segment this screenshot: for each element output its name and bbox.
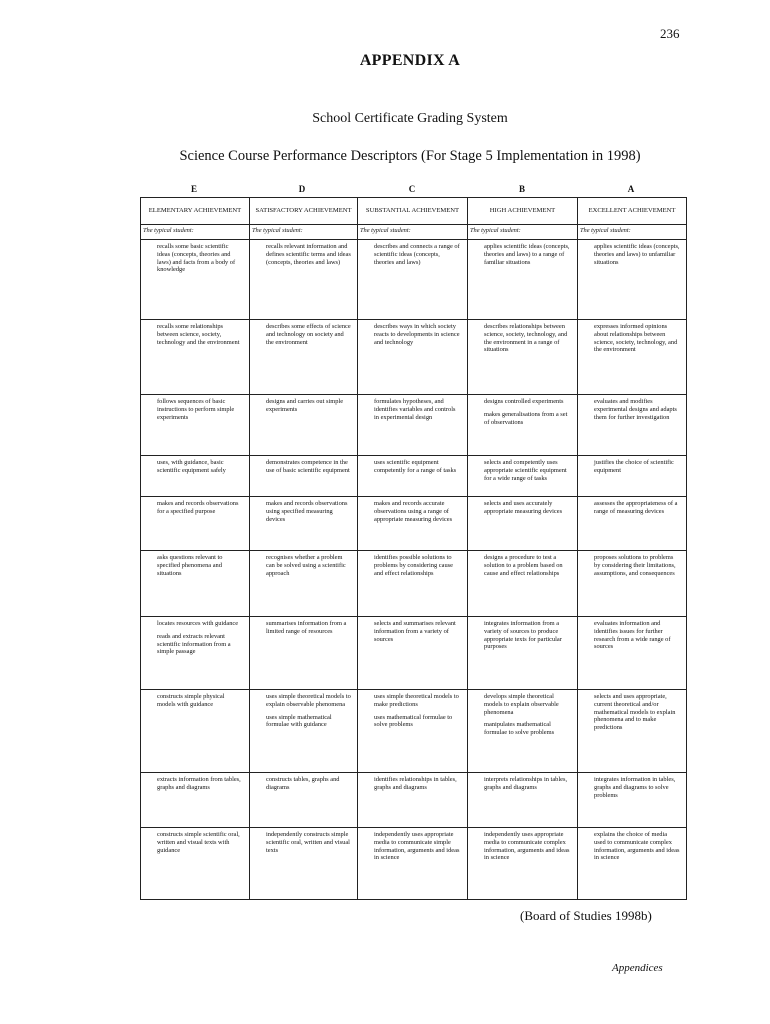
table-row — [141, 828, 687, 900]
table-cell — [358, 828, 468, 900]
table-row — [141, 551, 687, 617]
header-excellent: EXCELLENT ACHIEVEMENT — [578, 198, 687, 225]
typical-student-label: The typical student: — [358, 225, 468, 240]
performance-descriptors-table — [140, 197, 687, 900]
descriptor-text: applies scientific ideas (concepts, theories and laws) to a range of familiar situations — [484, 243, 570, 266]
table-cell — [141, 690, 250, 773]
table-cell — [578, 320, 687, 395]
table-row — [141, 240, 687, 320]
header-substantial: SUBSTANTIAL ACHIEVEMENT — [358, 198, 468, 225]
table-cell — [358, 690, 468, 773]
descriptor-text: evaluates and modifies experimental designs and adapts them for further investigation — [594, 398, 677, 421]
descriptor-rows — [141, 240, 687, 900]
descriptor-text: proposes solutions to problems by considering their limitations, assumptions, and consequences — [594, 554, 676, 577]
table-cell — [358, 773, 468, 828]
descriptor-text: extracts information from tables, graphs and diagrams — [157, 776, 241, 791]
descriptor-text: independently uses appropriate media to communicate simple information, arguments and ideas in science — [374, 831, 460, 862]
descriptor-text: recalls relevant information and defines scientific terms and ideas (concepts, theories and laws) — [266, 243, 351, 266]
table-cell — [250, 773, 358, 828]
descriptor-text: uses simple theoretical models to explain observable phenomena — [266, 693, 351, 708]
table-cell — [141, 773, 250, 828]
descriptor-text: integrates information from a variety of sources to produce appropriate texts for particular purposes — [484, 620, 562, 651]
descriptor-text: reads and extracts relevant scientific information from a simple passage — [157, 632, 231, 656]
table-cell — [141, 395, 250, 456]
table-cell — [250, 551, 358, 617]
descriptor-text: recalls some basic scientific ideas (concepts, theories and laws) and facts from a body of knowledge — [157, 243, 236, 274]
descriptor-text: assesses the appropriateness of a range of measuring devices — [594, 500, 678, 515]
descriptor-text: identifies possible solutions to problems by considering cause and effect relationships — [374, 554, 453, 577]
descriptor-text: uses simple mathematical formulae with guidance — [266, 713, 332, 729]
descriptor-text: constructs tables, graphs and diagrams — [266, 776, 340, 791]
descriptor-text: constructs simple scientific oral, written and visual texts with guidance — [157, 831, 240, 854]
grade-letter-row — [140, 184, 686, 196]
table-cell — [468, 240, 578, 320]
table-row — [141, 497, 687, 551]
table-row — [141, 617, 687, 690]
table-cell — [358, 240, 468, 320]
descriptor-text: evaluates information and identifies issues for further research from a wide range of sources — [594, 620, 671, 651]
typical-student-label: The typical student: — [468, 225, 578, 240]
descriptor-text: selects and summarises relevant information from a variety of sources — [374, 620, 456, 643]
descriptor-text: recognises whether a problem can be solved using a scientific approach — [266, 554, 346, 577]
table-row — [141, 320, 687, 395]
table-cell — [250, 395, 358, 456]
table-cell — [468, 395, 578, 456]
descriptor-text: selects and uses appropriate, current theoretical and/or mathematical models to explain phenomena and to make predictions — [594, 693, 676, 732]
descriptor-text: asks questions relevant to specified phenomena and situations — [157, 554, 223, 577]
header-high: HIGH ACHIEVEMENT — [468, 198, 578, 225]
descriptor-text: uses scientific equipment competently for a range of tasks — [374, 459, 457, 474]
table-cell — [578, 551, 687, 617]
page-footer: Appendices — [612, 962, 663, 974]
descriptor-text: describes some effects of science and technology on society and the environment — [266, 323, 351, 346]
table-heading: Science Course Performance Descriptors (For Stage 5 Implementation in 1998) — [179, 148, 641, 164]
descriptor-text: uses simple theoretical models to make predictions — [374, 693, 459, 708]
table-cell — [250, 828, 358, 900]
descriptor-text: formulates hypotheses, and identifies variables and controls in experimental design — [374, 398, 456, 421]
table-cell — [578, 773, 687, 828]
table-cell — [468, 828, 578, 900]
typical-student-label: The typical student: — [250, 225, 358, 240]
descriptor-text: makes and records accurate observations using a range of appropriate measuring devices — [374, 500, 453, 523]
table-cell — [578, 395, 687, 456]
descriptor-text: makes and records observations for a specified purpose — [157, 500, 239, 515]
descriptor-text: makes and records observations using specified measuring devices — [266, 500, 348, 523]
table-cell — [141, 828, 250, 900]
table-cell — [358, 497, 468, 551]
typical-student-label: The typical student: — [141, 225, 250, 240]
table-cell — [468, 320, 578, 395]
table-cell — [578, 456, 687, 497]
table-cell — [250, 320, 358, 395]
grade-letter-a: A — [627, 184, 635, 194]
table-cell — [141, 497, 250, 551]
table-cell — [250, 240, 358, 320]
descriptor-text: expresses informed opinions about relationships between science, society, technology, and the environment — [594, 323, 678, 354]
descriptor-text: recalls some relationships between science, society, technology and the environment — [157, 323, 240, 346]
table-cell — [141, 320, 250, 395]
header-satisfactory: SATISFACTORY ACHIEVEMENT — [250, 198, 358, 225]
descriptor-text: summarises information from a limited range of resources — [266, 620, 347, 635]
grade-letter-b: B — [518, 184, 526, 194]
descriptor-text: designs a procedure to test a solution to a problem based on cause and effect relationships — [484, 554, 563, 577]
descriptor-text: justifies the choice of scientific equipment — [594, 459, 674, 474]
descriptor-text: locates resources with guidance — [157, 620, 239, 627]
appendix-title: APPENDIX A — [359, 52, 461, 69]
typical-student-row — [141, 225, 687, 240]
table-cell — [578, 617, 687, 690]
table-cell — [141, 240, 250, 320]
table-cell — [578, 828, 687, 900]
table-cell — [250, 497, 358, 551]
table-cell — [578, 690, 687, 773]
descriptor-text: explains the choice of media used to communicate complex information, arguments and ideas in science — [594, 831, 680, 862]
table-cell — [250, 690, 358, 773]
table-cell — [358, 551, 468, 617]
descriptor-text: demonstrates competence in the use of basic scientific equipment — [266, 459, 350, 474]
table-row — [141, 690, 687, 773]
table-cell — [468, 617, 578, 690]
table-cell — [358, 617, 468, 690]
descriptor-text: makes generalisations from a set of observations — [484, 410, 568, 426]
table-cell — [578, 497, 687, 551]
table-cell — [468, 690, 578, 773]
descriptor-text: follows sequences of basic instructions to perform simple experiments — [157, 398, 235, 421]
grade-letter-c: C — [408, 184, 416, 194]
descriptor-text: describes ways in which society reacts to developments in science and technology — [374, 323, 460, 346]
descriptor-text: describes and connects a range of scientific ideas (concepts, theories and laws) — [374, 243, 460, 266]
descriptor-text: identifies relationships in tables, graphs and diagrams — [374, 776, 457, 791]
descriptor-text: independently uses appropriate media to communicate complex information, arguments and ideas in science — [484, 831, 570, 862]
table-cell — [250, 617, 358, 690]
grade-letter-d: D — [298, 184, 306, 194]
table-cell — [358, 395, 468, 456]
descriptor-text: applies scientific ideas (concepts, theories and laws) to unfamiliar situations — [594, 243, 680, 266]
descriptor-text: interprets relationships in tables, graphs and diagrams — [484, 776, 568, 791]
table-cell — [141, 617, 250, 690]
descriptor-text: manipulates mathematical formulae to solve problems — [484, 721, 555, 737]
source-citation: (Board of Studies 1998b) — [520, 908, 652, 923]
descriptor-text: designs controlled experiments — [484, 398, 564, 405]
table-cell — [578, 240, 687, 320]
header-elementary: ELEMENTARY ACHIEVEMENT — [141, 198, 250, 225]
page-number: 236 — [660, 26, 680, 41]
table-row — [141, 395, 687, 456]
table-cell — [468, 773, 578, 828]
descriptor-text: independently constructs simple scientific oral, written and visual texts — [266, 831, 350, 854]
descriptor-text: integrates information in tables, graphs and diagrams to solve problems — [594, 776, 676, 799]
typical-student-label: The typical student: — [578, 225, 687, 240]
table-cell — [468, 497, 578, 551]
table-cell — [250, 456, 358, 497]
document-subtitle: School Certificate Grading System — [312, 111, 508, 126]
descriptor-text: constructs simple physical models with guidance — [157, 693, 225, 708]
descriptor-text: uses, with guidance, basic scientific equipment safely — [157, 459, 226, 474]
descriptor-text: develops simple theoretical models to explain observable phenomena — [484, 693, 559, 716]
header-row — [141, 198, 687, 225]
descriptor-text: selects and uses accurately appropriate measuring devices — [484, 500, 563, 515]
table-cell — [358, 456, 468, 497]
table-cell — [468, 456, 578, 497]
table-cell — [141, 551, 250, 617]
table-row — [141, 773, 687, 828]
descriptor-text: selects and competently uses appropriate scientific equipment for a wide range of tasks — [484, 459, 567, 482]
table-cell — [468, 551, 578, 617]
descriptor-text: designs and carries out simple experiments — [266, 398, 344, 413]
grade-letter-e: E — [190, 184, 198, 194]
table-cell — [141, 456, 250, 497]
table-row — [141, 456, 687, 497]
descriptor-text: uses mathematical formulae to solve problems — [374, 713, 453, 729]
descriptor-text: describes relationships between science, society, technology, and the environment in a range of situations — [484, 323, 568, 354]
table-cell — [358, 320, 468, 395]
